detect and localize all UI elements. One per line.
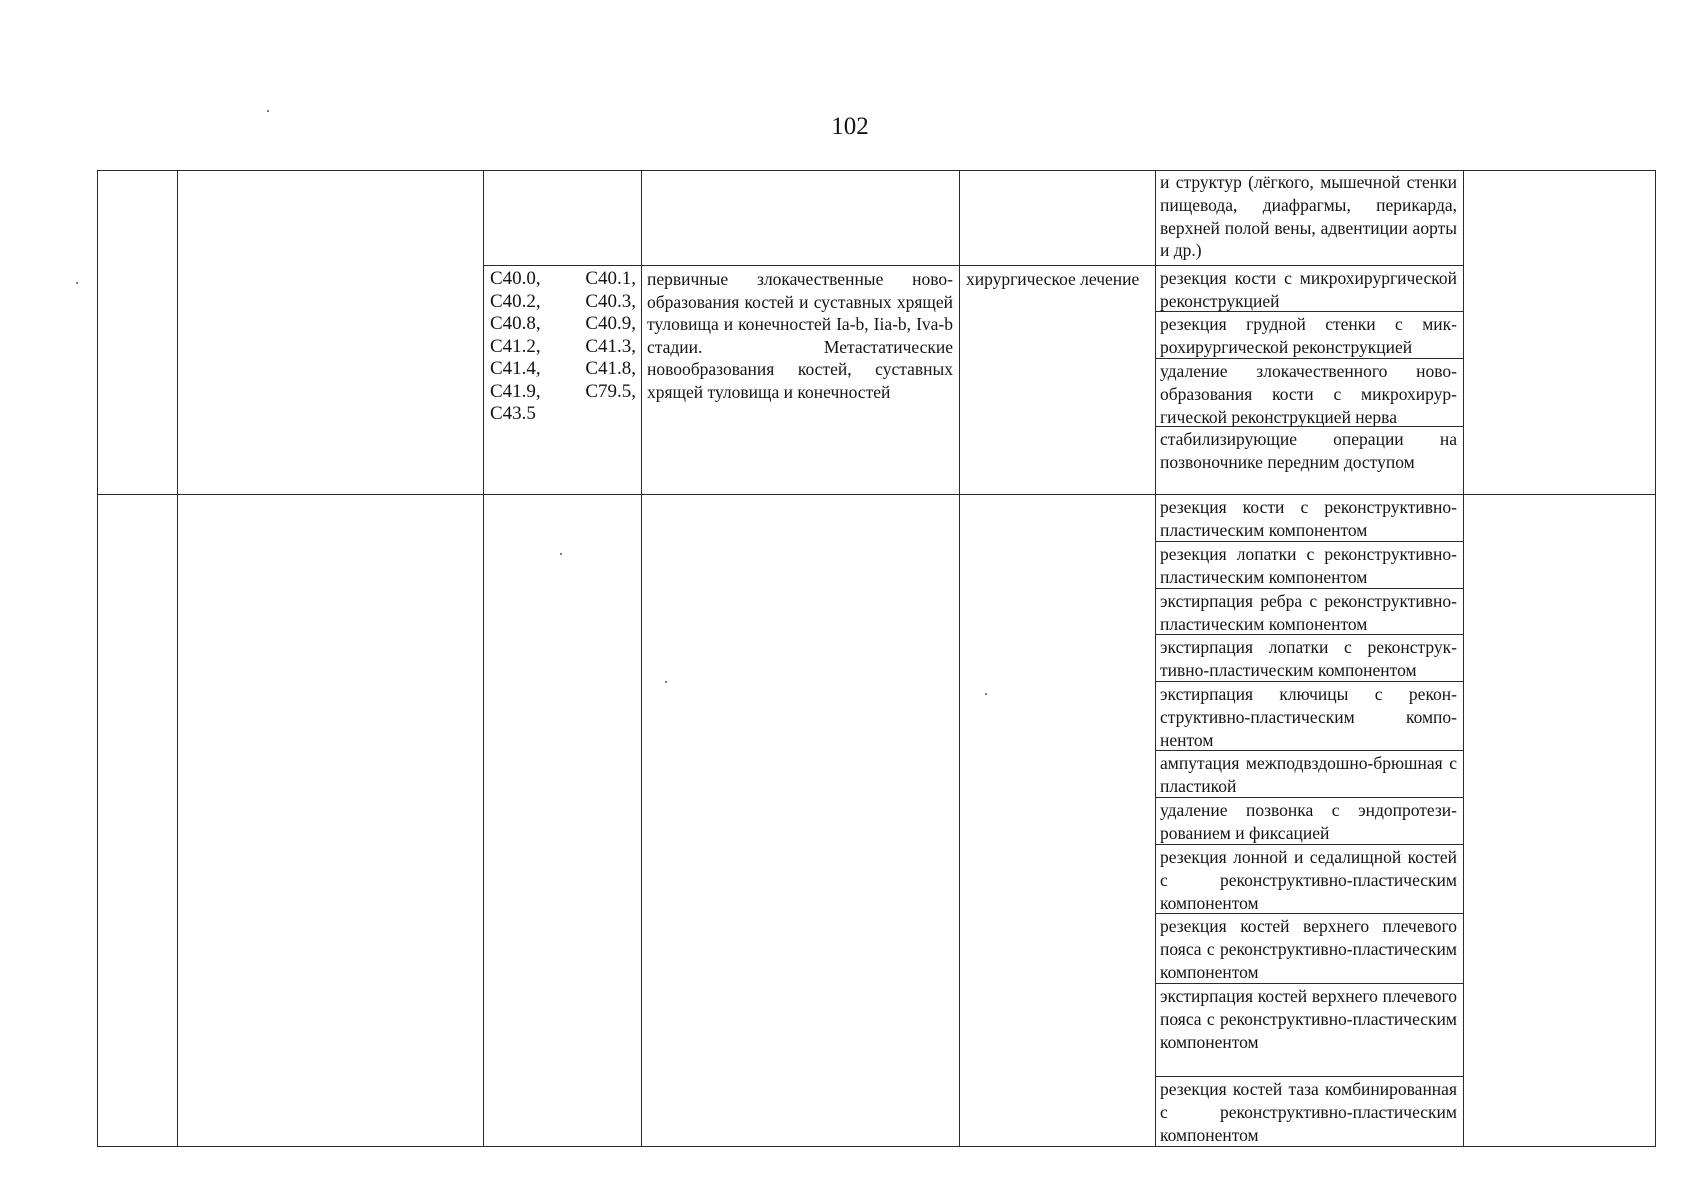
scan-speck [560, 553, 562, 555]
icd-codes [490, 268, 636, 426]
column-divider [641, 170, 642, 1147]
scan-speck [76, 282, 78, 284]
operation-divider [1155, 797, 1463, 798]
column-divider [483, 170, 484, 1147]
operation-cell: резекция лонной и седалищной костей с реконструктивно-пластическим компонентом [1160, 847, 1457, 913]
code-row [490, 358, 636, 381]
column-divider [1463, 170, 1464, 1147]
operation-cell: резекция кости с реконструктивно-пластическим компонентом [1160, 497, 1457, 540]
operation-divider [1155, 913, 1463, 914]
code: C41.4, [490, 358, 541, 379]
operation-divider [1155, 681, 1463, 682]
diagnosis-cell: первичные злокачественные новообразования костей и суставных хрящей туловища и конечностей Ia-b, Iia-b, Iva-b стадии. Метастатические новообразования костей, суставных хрящей туловища и конечностей [647, 269, 953, 402]
operation-divider [1155, 844, 1463, 845]
code-row [490, 403, 636, 426]
operation-divider [1155, 588, 1463, 589]
code: C40.9, [585, 313, 636, 334]
operation-divider [1155, 358, 1463, 359]
column-divider [959, 170, 960, 1147]
column-divider [177, 170, 178, 1147]
operation-divider [1155, 634, 1463, 635]
operation-cell: резекция костей таза комбинированная с реконструктивно-пластическим компонентом [1160, 1079, 1457, 1145]
code: C40.3, [585, 290, 636, 312]
operation-divider [1155, 750, 1463, 751]
operation-divider [1155, 265, 1463, 266]
operation-cell: резекция костей верхнего плечевого пояса с реконструктивно-пластическим компонентом [1160, 916, 1457, 982]
operation-cell: экстирпация костей верхнего плечевого пояса с реконструктивно-пластическим компонентом [1160, 986, 1457, 1052]
operation-cell: резекция грудной стенки с микрохирургической реконструкцией [1160, 314, 1457, 357]
code-row [490, 291, 636, 314]
operation-divider [1155, 541, 1463, 542]
code: C41.2, [490, 335, 541, 357]
code: C41.8, [585, 358, 636, 379]
code: C41.3, [585, 335, 636, 357]
operation-cell: ампутация межподвздошно-брюшная с пластикой [1160, 753, 1457, 796]
operation-divider [1155, 983, 1463, 984]
code-row [490, 268, 636, 291]
row-divider [483, 265, 1155, 266]
page-number: 102 [831, 113, 869, 140]
operation-divider [1155, 1076, 1463, 1077]
code: C40.1, [585, 268, 636, 289]
treatment-cell: хирургическое лечение [966, 269, 1140, 289]
operation-cell: и структур (лёгкого, мышечной стенки пищевода, диафрагмы, перикарда, верхней полой вены, адвентиции аорты и др.) [1160, 172, 1457, 261]
code: C40.8, [490, 313, 541, 334]
operation-cell: стабилизирующие операции на позвоночнике передним доступом [1160, 429, 1457, 472]
operation-cell: экстирпация лопатки с реконструктивно-пластическим компонентом [1160, 637, 1457, 680]
code-row [490, 336, 636, 359]
scan-speck [665, 681, 667, 683]
code-row [490, 381, 636, 404]
scan-speck [985, 693, 987, 695]
operation-cell: удаление позвонка с эндопротезированием и фиксацией [1160, 800, 1457, 843]
operation-cell: удаление злокачественного новообразования кости с микрохирургической реконструкцией нерва [1160, 361, 1457, 426]
code: C40.2, [490, 290, 541, 312]
operation-cell: резекция кости с микрохирургической реконструкцией [1160, 268, 1457, 311]
operation-cell: резекция лопатки с реконструктивно-пластическим компонентом [1160, 544, 1457, 587]
code: C40.0, [490, 268, 541, 289]
scan-speck [267, 110, 269, 112]
code: C43.5 [490, 403, 536, 424]
operation-divider [1155, 426, 1463, 427]
code-row [490, 313, 636, 336]
code: C79.5, [585, 380, 636, 402]
operation-cell: экстирпация ребра с реконструктивно-пластическим компонентом [1160, 591, 1457, 634]
row-divider [97, 494, 1656, 495]
operation-divider [1155, 311, 1463, 312]
column-divider [1155, 170, 1156, 1147]
operation-cell: экстирпация ключицы с реконструктивно-пластическим компонентом [1160, 684, 1457, 750]
code: C41.9, [490, 380, 541, 402]
